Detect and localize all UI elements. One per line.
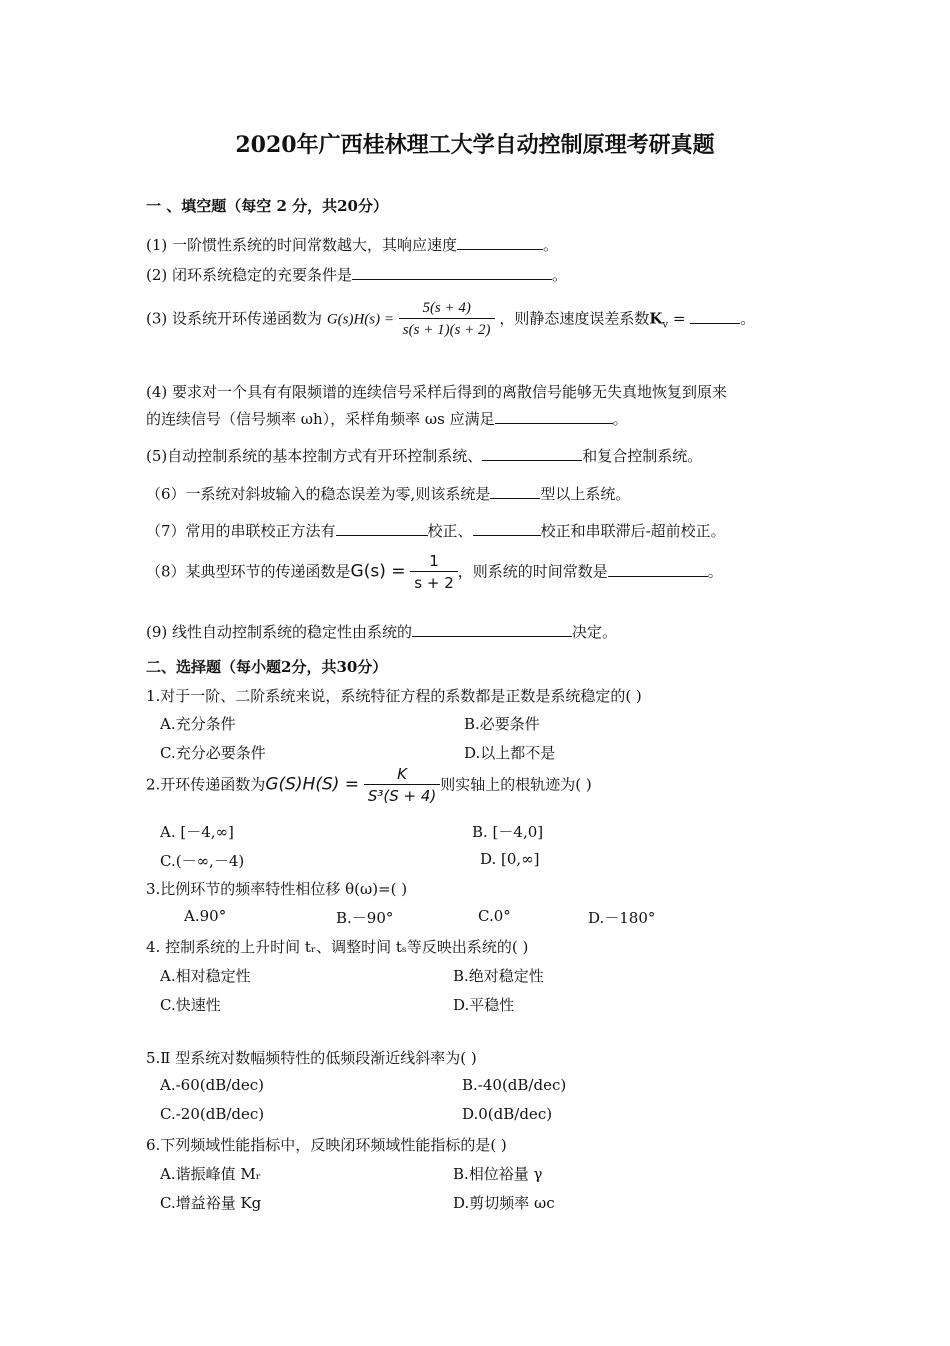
q3-formula-lhs: G(s)H(s) = (326, 311, 395, 328)
page-title: 2020年广西桂林理工大学自动控制原理考研真题 (235, 132, 715, 158)
choice-2-option-d: D. [0,∞] (480, 850, 540, 868)
choice-3-option-c: C.0° (478, 907, 511, 925)
choice-1-option-d: D.以上都不是 (464, 744, 556, 762)
choice-2-option-b: B. [－4,0] (472, 823, 544, 841)
q8-numerator: 1 (410, 551, 457, 572)
choice-6-stem: 6.下列频域性能指标中，反映闭环频域性能指标的是( ) (146, 1136, 507, 1154)
q8-text: （8）某典型环节的传递函数是 (146, 562, 351, 581)
choice-5-option-b: B.-40(dB/dec) (462, 1076, 567, 1094)
q1-end: 。 (543, 236, 559, 254)
q7-blank-1 (336, 519, 428, 536)
q8-fraction (410, 551, 457, 594)
choice-3-option-b: B.－90° (336, 909, 394, 927)
c2-formula-lhs: G(S)H(S) = (265, 774, 360, 795)
choice-1-stem: 1.对于一阶、二阶系统来说，系统特征方程的系数都是正数是系统稳定的( ) (146, 687, 642, 705)
q3-fraction (399, 298, 495, 341)
choice-2-option-a: A. [－4,∞] (160, 823, 234, 841)
q6-end: 型以上系统。 (540, 485, 631, 503)
q3-eq: = (668, 309, 691, 328)
question-4-line1: (4) 要求对一个具有有限频谱的连续信号采样后得到的离散信号能够无失真地恢复到原来 (146, 383, 728, 401)
q5-end: 和复合控制系统。 (582, 447, 703, 465)
q3-text: (3) 设系统开环传递函数为 (146, 309, 323, 328)
question-9 (146, 620, 617, 642)
question-6 (146, 482, 630, 504)
q2-blank (352, 263, 552, 280)
c2-text: 2.开环传递函数为 (146, 775, 266, 794)
question-3 (146, 298, 755, 341)
q3-blank (690, 307, 740, 324)
q9-text: (9) 线性自动控制系统的稳定性由系统的 (146, 623, 413, 641)
c2-numerator: K (364, 764, 440, 785)
question-2 (146, 263, 567, 285)
choice-4-option-b: B.绝对稳定性 (453, 967, 544, 985)
q4-end: 。 (612, 410, 628, 428)
c2-fraction (364, 764, 440, 807)
section2-heading: 二、选择题（每小题2分，共30分） (146, 658, 388, 676)
choice-6-option-c: C.增益裕量 Kg (160, 1194, 262, 1212)
q4-text: 的连续信号（信号频率 ωh），采样角频率 ωs 应满足 (146, 410, 495, 428)
q8-formula-lhs: G(s) = (350, 561, 406, 582)
q1-text: (1) 一阶惯性系统的时间常数越大，其响应速度 (146, 236, 458, 254)
choice-3-option-a: A.90° (184, 907, 227, 925)
c2-denominator: S³(S + 4) (367, 787, 437, 805)
q4-blank (495, 407, 613, 424)
question-1 (146, 233, 558, 255)
q7-text: （7）常用的串联校正方法有 (146, 522, 336, 540)
choice-2-stem (146, 764, 592, 807)
q8-denominator: s + 2 (414, 574, 454, 592)
choice-4-option-d: D.平稳性 (453, 996, 515, 1014)
choice-5-option-d: D.0(dB/dec) (462, 1105, 553, 1123)
question-4-line2 (146, 407, 628, 429)
c2-text2: 则实轴上的根轨迹为( ) (440, 775, 592, 794)
q3-denominator: s(s + 1)(s + 2) (402, 322, 491, 338)
q7-end: 校正和串联滞后-超前校正。 (540, 522, 726, 540)
choice-5-stem: 5.Ⅱ 型系统对数幅频特性的低频段渐近线斜率为( ) (146, 1049, 477, 1067)
choice-4-stem: 4. 控制系统的上升时间 tᵣ、调整时间 tₛ等反映出系统的( ) (146, 938, 529, 956)
question-8 (146, 551, 723, 594)
choice-3-stem: 3.比例环节的频率特性相位移 θ(ω)=( ) (146, 880, 408, 898)
q3-text2: ，则静态速度误差系数 (499, 309, 650, 328)
choice-6-option-b: B.相位裕量 γ (453, 1165, 543, 1183)
q6-blank (490, 482, 540, 499)
q7-text2: 校正、 (427, 522, 473, 540)
q3-end: 。 (740, 309, 756, 328)
question-7 (146, 519, 726, 541)
q3-kv: K (649, 309, 663, 328)
choice-3-option-d: D.－180° (588, 909, 656, 927)
q9-end: 决定。 (572, 623, 618, 641)
choice-1-option-b: B.必要条件 (464, 715, 540, 733)
choice-4-option-c: C.快速性 (160, 996, 221, 1014)
q7-blank-2 (473, 519, 541, 536)
q2-text: (2) 闭环系统稳定的充要条件是 (146, 266, 353, 284)
q3-numerator: 5(s + 4) (399, 298, 495, 319)
q5-text: (5)自动控制系统的基本控制方式有开环控制系统、 (146, 447, 483, 465)
choice-5-option-c: C.-20(dB/dec) (160, 1105, 265, 1123)
q8-end: 。 (707, 562, 723, 581)
choice-5-option-a: A.-60(dB/dec) (160, 1076, 265, 1094)
q3-kv-sub: v (662, 319, 669, 331)
section1-heading: 一 、填空题（每空 2 分，共20分） (146, 197, 388, 215)
q2-end: 。 (552, 266, 568, 284)
choice-4-option-a: A.相对稳定性 (160, 967, 251, 985)
q1-blank (457, 233, 543, 250)
choice-6-option-d: D.剪切频率 ωc (453, 1194, 555, 1212)
question-5 (146, 444, 702, 466)
q8-text2: ，则系统的时间常数是 (457, 562, 608, 581)
choice-1-option-a: A.充分条件 (160, 715, 236, 733)
choice-2-option-c: C.(－∞,－4) (160, 852, 245, 870)
choice-1-option-c: C.充分必要条件 (160, 744, 266, 762)
choice-6-option-a: A.谐振峰值 Mᵣ (160, 1165, 261, 1183)
q6-text: （6）一系统对斜坡输入的稳态误差为零,则该系统是 (146, 485, 491, 503)
q9-blank (412, 620, 572, 637)
q5-blank (482, 444, 582, 461)
q8-blank (608, 560, 708, 577)
